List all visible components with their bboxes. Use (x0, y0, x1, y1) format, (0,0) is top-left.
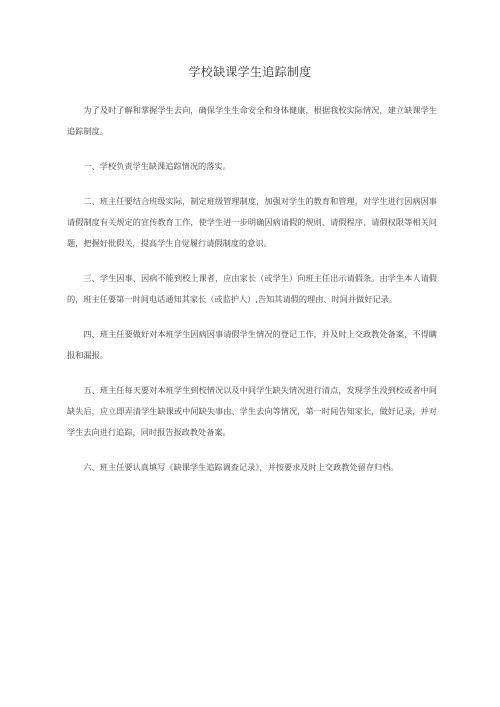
clause-1-paragraph: 一、学校负责学生缺课追踪情况的落实。 (83, 161, 231, 171)
intro-paragraph: 为了及时了解和掌握学生去向，确保学生生命安全和身体健康，根据我校实际情况，建立缺课学生追踪制度。 (67, 105, 437, 136)
clause-4-paragraph: 四、班主任要做好对本班学生因病因事请假学生情况的登记工作，并及时上交政教处备案，不得瞒报和漏报。 (67, 329, 437, 360)
document-title: 学校缺课学生追踪制度 (188, 65, 312, 79)
clause-2-paragraph: 二、班主任要结合班级实际，制定班级管理制度，加强对学生的教育和管理，对学生进行因病因事请假制度有关规定的宣传教育工作，使学生进一步明确因病请假的规则、请假程序、请假权限等相关问题，把握好批假关，提高学生自觉履行请假制度的意识。 (67, 196, 437, 248)
clause-5-paragraph: 五、班主任每天要对本班学生到校情况以及中间学生缺失情况进行清点，发现学生没到校或者中间缺失后，应立即弄清学生缺课或中间缺失事由、学生去向等情况，第一时间告知家长，做好记录，并对学生去向进行追踪，同时报告报政教处备案。 (67, 385, 437, 437)
clause-3-paragraph: 三、学生因事、因病不能到校上课者，应由家长（或学生）向班主任出示请假条。由学生本人请假的，班主任要第一时间电话通知其家长（或监护人）,告知其请假的理由、时间并做好记录。 (67, 273, 437, 304)
document-body (67, 100, 437, 492)
clause-6-paragraph: 六、班主任要认真填写《缺课学生追踪调查记录》，并按要求及时上交政教处留存归档。 (83, 462, 399, 472)
